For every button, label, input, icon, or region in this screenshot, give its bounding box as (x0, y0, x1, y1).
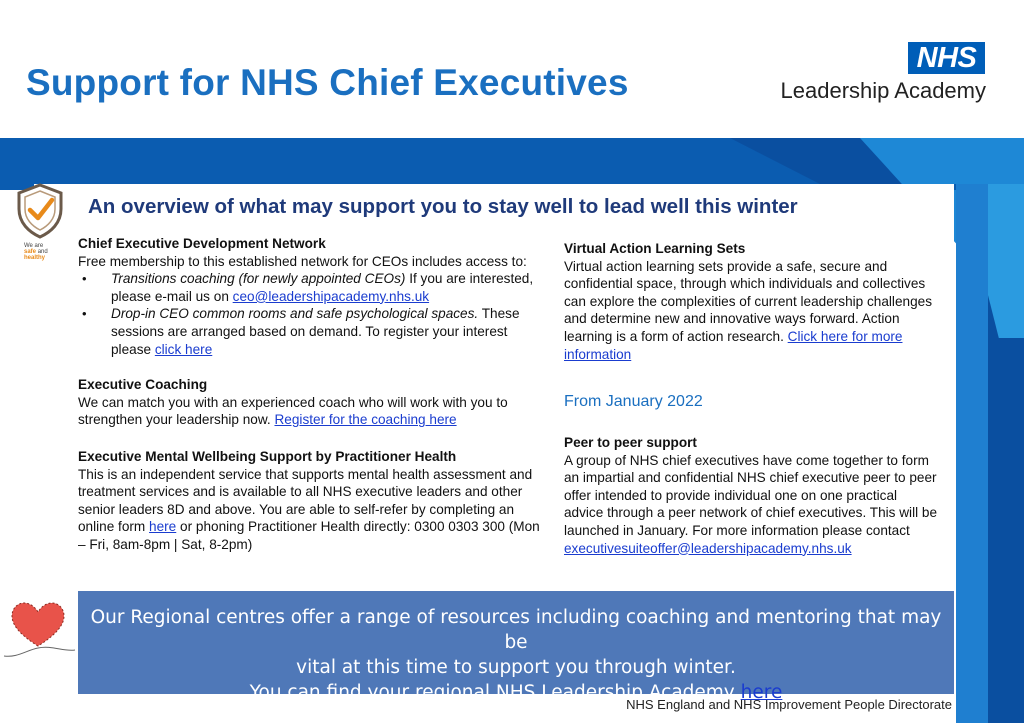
vals-body: Virtual action learning sets provide a safe, secure and confidential space, through which individuals and collectives can explore the complexities of current leadership challenges and determine new and innovative ways forward. Action learning is a form of action research. (564, 258, 932, 344)
peer-heading: Peer to peer support (564, 435, 697, 450)
caption-and: and (37, 249, 48, 255)
register-click-here-link[interactable]: click here (154, 341, 213, 357)
regional-centres-box (78, 591, 954, 703)
safe-healthy-caption (24, 243, 48, 261)
right-column (564, 240, 939, 363)
bullet2-italic: Drop-in CEO common rooms and safe psychological spaces. (111, 306, 479, 322)
wellbeing-body2: or phoning Practitioner Health directly: 0300 0303 300 (Mon – Fri, 8am-8pm | Sat, 8-2pm) (78, 519, 540, 552)
cedn-heading: Chief Executive Development Network (78, 236, 326, 251)
list-item (78, 270, 548, 305)
bullet2-text: These sessions are arranged based on demand. To register your interest please (111, 306, 520, 357)
coaching-body: We can match you with an experienced coach who will work with you to strengthen your leadership now. (78, 394, 508, 428)
cedn-list (78, 270, 548, 358)
vals-heading: Virtual Action Learning Sets (564, 241, 746, 256)
vals-text (564, 258, 939, 364)
online-form-here-link[interactable]: here (149, 519, 177, 535)
regional-here-link[interactable]: here (740, 682, 783, 703)
caption-healthy: healthy (24, 255, 46, 261)
regional-line3: You can find your regional NHS Leadership Academy (249, 682, 741, 703)
wellbeing-body: This is an independent service that supports mental health assessment and treatment services and is available to all NHS executive leaders and other senior leaders 8D and above. You are able to self-refer by completing an online form (78, 466, 533, 535)
ceo-email-link[interactable]: ceo@leadershipacademy.nhs.uk (232, 288, 430, 304)
nhs-logo: NHS (908, 42, 985, 74)
overview-heading: An overview of what may support you to stay well to lead well this winter (88, 195, 798, 218)
leadership-academy-logo-text: Leadership Academy (780, 78, 986, 103)
cedn-intro: Free membership to this established network for CEOs includes access to: (78, 253, 527, 269)
peer-section (564, 434, 939, 557)
wellbeing-text (78, 466, 548, 554)
coaching-text (78, 394, 548, 429)
caption-line1: We are (24, 243, 44, 249)
regional-line1: Our Regional centres offer a range of resources including coaching and mentoring that may be (90, 607, 942, 653)
left-column (78, 235, 548, 554)
peer-text: A group of NHS chief executives have come together to form an impartial and confidential NHS chief executive peer to peer offer intended to provide individual one on one practical advice through a peer network of chief executives. This will be launched in January. For more information please contact (564, 452, 938, 538)
bullet1-italic: Transitions coaching (for newly appointed CEOs) (111, 271, 406, 287)
bullet1-text: If you are interested, please e-mail us on (111, 271, 534, 304)
regional-line2: vital at this time to support you through winter. (296, 657, 736, 678)
from-january-label: From January 2022 (564, 393, 703, 410)
coaching-heading: Executive Coaching (78, 377, 208, 393)
wellbeing-heading: Executive Mental Wellbeing Support by Practitioner Health (78, 448, 457, 464)
exec-suite-email-link[interactable]: executivesuiteoffer@leadershipacademy.nhs.uk (564, 540, 852, 556)
register-coaching-link[interactable]: Register for the coaching here (274, 412, 457, 428)
footer-text: NHS England and NHS Improvement People Directorate (626, 697, 952, 712)
list-item (78, 305, 548, 358)
page-title: Support for NHS Chief Executives (26, 62, 629, 103)
vals-more-info-link[interactable]: Click here for more information (564, 328, 903, 362)
heart-icon (2, 598, 77, 660)
caption-safe: safe (24, 249, 37, 255)
shield-check-icon (14, 182, 66, 240)
